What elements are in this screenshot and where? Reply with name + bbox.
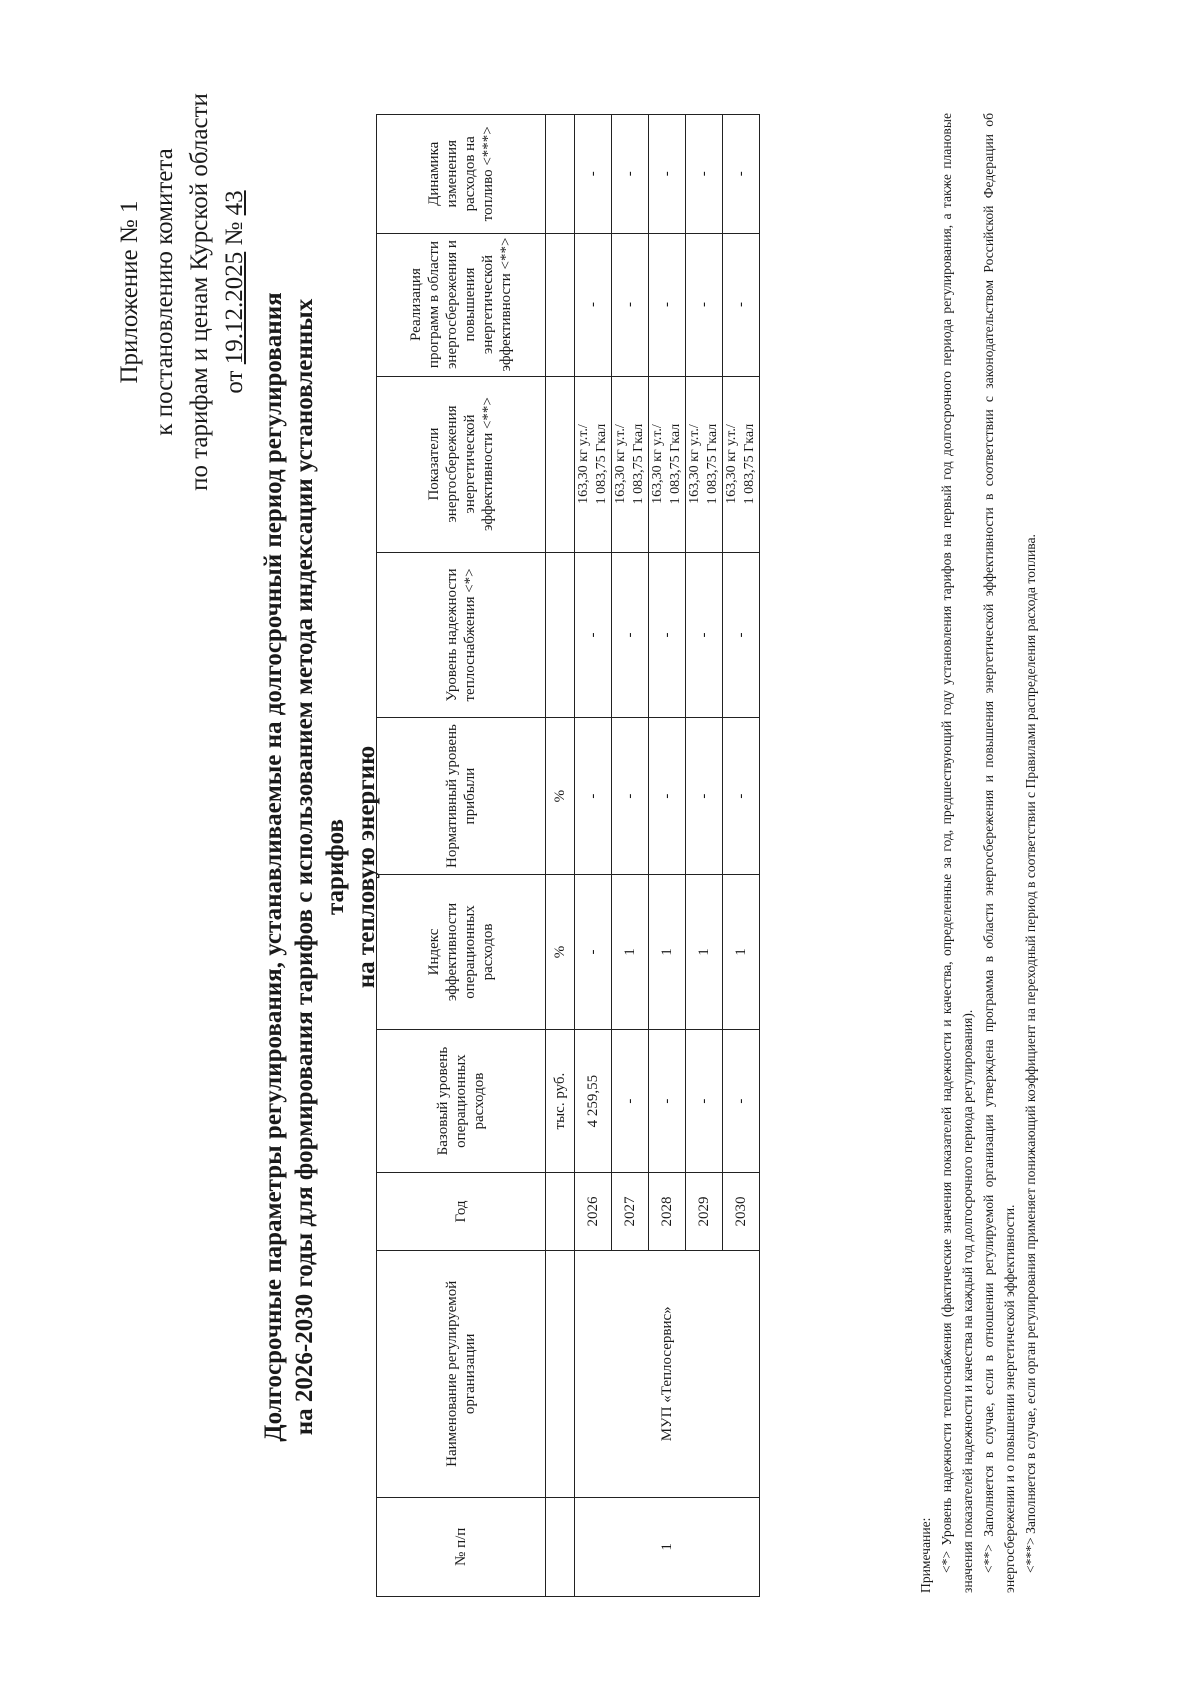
header-cell: Индекс эффективности операционных расходов [377,874,546,1029]
indicator-line-1: 163,30 кг у.т./ [576,424,591,504]
unit-cell [546,1250,575,1497]
indicator-line-2: 1 083,75 Гкал [668,423,683,505]
header-row [377,115,546,1597]
footnote-3: <***> Заполняется в случае, если орган регулирования применяет понижающий коэффициент на переходный период в соответствии с Правилами распределения расхода топлива. [1023,534,1038,1573]
base-opex-cell: - [649,1030,686,1173]
unit-cell [546,1172,575,1250]
unit-cell [546,376,575,552]
header-cell: Наименование регулируемой организации [377,1250,546,1497]
header-cell: Динамика изменения расходов на топливо <***> [377,115,546,234]
program-cell: - [575,233,612,376]
reliability-cell: - [612,552,649,718]
fuel-dynamics-cell: - [575,115,612,234]
indicator-line-1: 163,30 кг у.т./ [650,424,665,504]
profit-level-cell: - [575,718,612,875]
indicator-line-2: 1 083,75 Гкал [742,423,757,505]
indicator-line-1: 163,30 кг у.т./ [724,424,739,504]
decree-number: 43 [221,190,248,216]
profit-level-cell: - [612,718,649,875]
document-title [258,267,382,1467]
appendix-line-3: по тарифам и ценам Курской области [186,93,213,491]
program-cell: - [686,233,723,376]
appendix-header [112,57,252,527]
unit-cell: тыс. руб. [546,1030,575,1173]
program-cell: - [723,233,760,376]
indicator-line-2: 1 083,75 Гкал [594,423,609,505]
unit-cell [546,552,575,718]
reliability-cell: - [649,552,686,718]
header-cell: Показатели энергосбережения энергетической эффективности <**> [377,376,546,552]
program-cell: - [649,233,686,376]
unit-cell [546,1497,575,1596]
indicator-line-1: 163,30 кг у.т./ [687,424,702,504]
indicator-line-1: 163,30 кг у.т./ [613,424,628,504]
header-cell: Уровень надежности теплоснабжения <*> [377,552,546,718]
footnotes [915,113,1041,1593]
base-opex-cell: 4 259,55 [575,1030,612,1173]
header-cell: Базовый уровень операционных расходов [377,1030,546,1173]
notes-heading: Примечание: [918,1517,933,1593]
row-number: 1 [575,1497,760,1596]
organization-name: МУП «Теплосервис» [575,1250,760,1497]
year-cell: 2029 [686,1172,723,1250]
footnote-2: <**> Заполняется в случае, если в отношении регулируемой организации утверждена программа в области энергосбережения и повышения энергетической эффективности в соответствии с законодательством Российской Федерации об энергосбережении и о повышении энергетической эффективности. [981,113,1017,1593]
efficiency-index-cell: 1 [686,874,723,1029]
header-cell: № п/п [377,1497,546,1596]
header-cell: Нормативный уровень прибыли [377,718,546,875]
fuel-dynamics-cell: - [612,115,649,234]
efficiency-index-cell: - [575,874,612,1029]
units-row [546,115,575,1597]
unit-cell: % [546,874,575,1029]
date-prefix: от [221,364,248,394]
base-opex-cell: - [686,1030,723,1173]
footnote-1: <*> Уровень надежности теплоснабжения (фактические значения показателей надежности и качества, определенные за год, предшествующий году установления тарифов на первый год долгосрочного периода регулирования, а также плановые значения показателей надежности и качества на каждый год долгосрочного периода регулирования). [939,113,975,1593]
indicator-line-2: 1 083,75 Гкал [631,423,646,505]
indicator-line-2: 1 083,75 Гкал [705,423,720,505]
energy-indicator-cell [686,376,723,552]
profit-level-cell: - [686,718,723,875]
title-line-3: на тепловую энергию [353,745,380,989]
table-row [575,115,612,1597]
year-cell: 2027 [612,1172,649,1250]
base-opex-cell: - [612,1030,649,1173]
number-prefix: № [221,215,248,252]
energy-indicator-cell [575,376,612,552]
profit-level-cell: - [723,718,760,875]
fuel-dynamics-cell: - [686,115,723,234]
appendix-title: Приложение № 1 [116,200,143,384]
reliability-cell: - [686,552,723,718]
appendix-date-line [217,57,252,527]
efficiency-index-cell: 1 [723,874,760,1029]
energy-indicator-cell [649,376,686,552]
title-line-1: Долгосрочные параметры регулирования, устанавливаемые на долгосрочный период регулирования [260,292,287,1442]
year-cell: 2030 [723,1172,760,1250]
program-cell: - [612,233,649,376]
year-cell: 2026 [575,1172,612,1250]
unit-cell [546,233,575,376]
fuel-dynamics-cell: - [649,115,686,234]
energy-indicator-cell [723,376,760,552]
profit-level-cell: - [649,718,686,875]
parameters-table [376,114,760,1597]
header-cell: Реализация программ в области энергосбережения и повышения энергетической эффективности <**> [377,233,546,376]
appendix-line-2: к постановлению комитета [151,148,178,436]
unit-cell [546,115,575,234]
base-opex-cell: - [723,1030,760,1173]
efficiency-index-cell: 1 [649,874,686,1029]
year-cell: 2028 [649,1172,686,1250]
title-line-2: на 2026-2030 годы для формирования тарифов с использованием метода индексации установленных тарифов [291,298,349,1436]
decree-date: 19.12.2025 [221,251,248,365]
reliability-cell: - [575,552,612,718]
fuel-dynamics-cell: - [723,115,760,234]
energy-indicator-cell [612,376,649,552]
reliability-cell: - [723,552,760,718]
unit-cell: % [546,718,575,875]
efficiency-index-cell: 1 [612,874,649,1029]
header-cell: Год [377,1172,546,1250]
